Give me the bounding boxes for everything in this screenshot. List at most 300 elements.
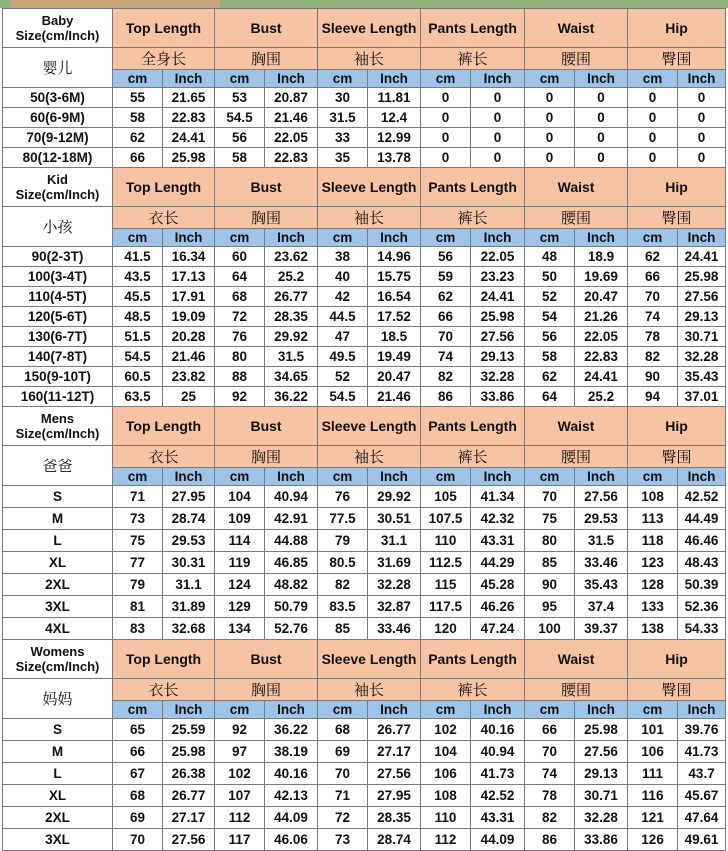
measurement-cell: 22.05 <box>265 128 318 148</box>
unit-cm: cm <box>318 701 368 719</box>
measurement-cell: 32.28 <box>678 347 726 367</box>
unit-inch: Inch <box>678 70 726 88</box>
measurement-cell: 117 <box>215 829 265 851</box>
size-label: 2XL <box>3 807 113 829</box>
measurement-cell: 27.56 <box>678 287 726 307</box>
column-header-sleeve-length: Sleeve Length <box>318 407 421 446</box>
measurement-cell: 41.5 <box>113 247 163 267</box>
measurement-cell: 0 <box>525 108 575 128</box>
column-header-hip: Hip <box>628 640 726 679</box>
measurement-cell: 114 <box>215 530 265 552</box>
measurement-cell: 48 <box>525 247 575 267</box>
section-title-line: Kid <box>47 172 68 187</box>
measurement-cell: 19.49 <box>368 347 421 367</box>
measurement-cell: 32.28 <box>471 367 525 387</box>
measurement-cell: 31.5 <box>265 347 318 367</box>
unit-inch: Inch <box>678 229 726 247</box>
measurement-cell: 30.51 <box>368 508 421 530</box>
column-header-bust: Bust <box>215 640 318 679</box>
measurement-cell: 129 <box>215 596 265 618</box>
measurement-cell: 56 <box>215 128 265 148</box>
unit-cm: cm <box>628 70 678 88</box>
section-cn-header-row <box>3 48 726 70</box>
table-row <box>3 307 726 327</box>
measurement-cell: 54.5 <box>318 387 368 407</box>
measurement-cell: 85 <box>525 552 575 574</box>
size-label: 3XL <box>3 596 113 618</box>
measurement-cell: 31.69 <box>368 552 421 574</box>
column-header-waist: Waist <box>525 640 628 679</box>
measurement-cell: 31.89 <box>163 596 215 618</box>
measurement-cell: 50.39 <box>678 574 726 596</box>
measurement-cell: 71 <box>113 486 163 508</box>
column-header-hip: Hip <box>628 407 726 446</box>
column-header-hip: Hip <box>628 9 726 48</box>
measurement-cell: 95 <box>525 596 575 618</box>
column-cn-pants-length: 裤长 <box>421 48 525 70</box>
column-cn-bust: 胸围 <box>215 446 318 468</box>
unit-cm: cm <box>421 229 471 247</box>
measurement-cell: 40.16 <box>265 763 318 785</box>
measurement-cell: 22.83 <box>163 108 215 128</box>
column-cn-sleeve-length: 袖长 <box>318 207 421 229</box>
measurement-cell: 76 <box>318 486 368 508</box>
section-title-line: Size(cm/Inch) <box>15 659 100 674</box>
measurement-cell: 20.28 <box>163 327 215 347</box>
measurement-cell: 0 <box>628 148 678 168</box>
unit-inch: Inch <box>265 70 318 88</box>
measurement-cell: 24.41 <box>678 247 726 267</box>
measurement-cell: 46.06 <box>265 829 318 851</box>
measurement-cell: 58 <box>215 148 265 168</box>
column-header-bust: Bust <box>215 168 318 207</box>
measurement-cell: 107 <box>215 785 265 807</box>
size-label: 80(12-18M) <box>3 148 113 168</box>
measurement-cell: 42.13 <box>265 785 318 807</box>
table-row <box>3 829 726 851</box>
measurement-cell: 33.86 <box>575 829 628 851</box>
unit-inch: Inch <box>575 70 628 88</box>
unit-inch: Inch <box>471 701 525 719</box>
column-cn-hip: 臀围 <box>628 48 726 70</box>
measurement-cell: 25.2 <box>575 387 628 407</box>
size-label: 120(5-6T) <box>3 307 113 327</box>
measurement-cell: 46.46 <box>678 530 726 552</box>
measurement-cell: 30.71 <box>678 327 726 347</box>
measurement-cell: 92 <box>215 719 265 741</box>
unit-cm: cm <box>525 70 575 88</box>
measurement-cell: 20.87 <box>265 88 318 108</box>
size-label: 3XL <box>3 829 113 851</box>
measurement-cell: 104 <box>421 741 471 763</box>
measurement-cell: 116 <box>628 785 678 807</box>
measurement-cell: 108 <box>421 785 471 807</box>
measurement-cell: 45.28 <box>471 574 525 596</box>
measurement-cell: 0 <box>471 128 525 148</box>
measurement-cell: 56 <box>525 327 575 347</box>
section-header-row <box>3 9 726 48</box>
measurement-cell: 64 <box>525 387 575 407</box>
measurement-cell: 0 <box>525 148 575 168</box>
measurement-cell: 65 <box>113 719 163 741</box>
measurement-cell: 22.83 <box>265 148 318 168</box>
measurement-cell: 32.28 <box>575 807 628 829</box>
measurement-cell: 30.31 <box>163 552 215 574</box>
measurement-cell: 47.64 <box>678 807 726 829</box>
measurement-cell: 82 <box>525 807 575 829</box>
measurement-cell: 83 <box>113 618 163 640</box>
measurement-cell: 31.1 <box>163 574 215 596</box>
column-header-waist: Waist <box>525 407 628 446</box>
measurement-cell: 134 <box>215 618 265 640</box>
measurement-cell: 138 <box>628 618 678 640</box>
measurement-cell: 100 <box>525 618 575 640</box>
measurement-cell: 62 <box>628 247 678 267</box>
measurement-cell: 133 <box>628 596 678 618</box>
unit-cm: cm <box>421 701 471 719</box>
measurement-cell: 43.7 <box>678 763 726 785</box>
measurement-cell: 48.5 <box>113 307 163 327</box>
measurement-cell: 0 <box>471 88 525 108</box>
column-cn-pants-length: 裤长 <box>421 679 525 701</box>
measurement-cell: 69 <box>318 741 368 763</box>
measurement-cell: 66 <box>113 741 163 763</box>
measurement-cell: 44.29 <box>471 552 525 574</box>
measurement-cell: 74 <box>525 763 575 785</box>
measurement-cell: 17.91 <box>163 287 215 307</box>
unit-inch: Inch <box>368 70 421 88</box>
measurement-cell: 0 <box>471 148 525 168</box>
column-header-hip: Hip <box>628 168 726 207</box>
section-title-line: Size(cm/Inch) <box>15 187 100 202</box>
measurement-cell: 40.94 <box>265 486 318 508</box>
unit-cm: cm <box>421 70 471 88</box>
measurement-cell: 101 <box>628 719 678 741</box>
measurement-cell: 70 <box>628 287 678 307</box>
measurement-cell: 60.5 <box>113 367 163 387</box>
measurement-cell: 24.41 <box>471 287 525 307</box>
unit-cm: cm <box>113 70 163 88</box>
measurement-cell: 27.56 <box>575 741 628 763</box>
measurement-cell: 27.56 <box>368 763 421 785</box>
column-header-sleeve-length: Sleeve Length <box>318 9 421 48</box>
measurement-cell: 66 <box>113 148 163 168</box>
measurement-cell: 25.2 <box>265 267 318 287</box>
table-row <box>3 807 726 829</box>
size-label: 130(6-7T) <box>3 327 113 347</box>
measurement-cell: 80 <box>215 347 265 367</box>
measurement-cell: 81 <box>113 596 163 618</box>
measurement-cell: 0 <box>421 128 471 148</box>
measurement-cell: 70 <box>525 486 575 508</box>
measurement-cell: 0 <box>421 148 471 168</box>
measurement-cell: 36.22 <box>265 719 318 741</box>
unit-inch: Inch <box>265 229 318 247</box>
measurement-cell: 27.17 <box>368 741 421 763</box>
measurement-cell: 110 <box>421 530 471 552</box>
measurement-cell: 52 <box>525 287 575 307</box>
measurement-cell: 0 <box>678 88 726 108</box>
measurement-cell: 35 <box>318 148 368 168</box>
size-label: 150(9-10T) <box>3 367 113 387</box>
measurement-cell: 52 <box>318 367 368 387</box>
measurement-cell: 49.5 <box>318 347 368 367</box>
table-row <box>3 552 726 574</box>
measurement-cell: 88 <box>215 367 265 387</box>
measurement-cell: 33.86 <box>471 387 525 407</box>
column-cn-waist: 腰围 <box>525 207 628 229</box>
section-cn-name: 妈妈 <box>3 679 113 719</box>
measurement-cell: 37.4 <box>575 596 628 618</box>
column-header-pants-length: Pants Length <box>421 407 525 446</box>
column-cn-hip: 臀围 <box>628 207 726 229</box>
column-cn-waist: 腰围 <box>525 679 628 701</box>
measurement-cell: 18.9 <box>575 247 628 267</box>
measurement-cell: 22.05 <box>471 247 525 267</box>
measurement-cell: 121 <box>628 807 678 829</box>
size-label: 140(7-8T) <box>3 347 113 367</box>
size-label: M <box>3 508 113 530</box>
table-row <box>3 763 726 785</box>
measurement-cell: 52.76 <box>265 618 318 640</box>
measurement-cell: 0 <box>575 128 628 148</box>
measurement-cell: 70 <box>525 741 575 763</box>
measurement-cell: 111 <box>628 763 678 785</box>
column-header-top-length: Top Length <box>113 407 215 446</box>
measurement-cell: 126 <box>628 829 678 851</box>
table-row <box>3 347 726 367</box>
measurement-cell: 0 <box>471 108 525 128</box>
measurement-cell: 25.98 <box>471 307 525 327</box>
column-header-sleeve-length: Sleeve Length <box>318 168 421 207</box>
measurement-cell: 66 <box>525 719 575 741</box>
measurement-cell: 16.54 <box>368 287 421 307</box>
unit-inch: Inch <box>265 468 318 486</box>
size-label: 60(6-9M) <box>3 108 113 128</box>
measurement-cell: 82 <box>318 574 368 596</box>
size-label: 110(4-5T) <box>3 287 113 307</box>
measurement-cell: 31.5 <box>318 108 368 128</box>
measurement-cell: 102 <box>215 763 265 785</box>
measurement-cell: 18.5 <box>368 327 421 347</box>
measurement-cell: 0 <box>678 128 726 148</box>
column-cn-waist: 腰围 <box>525 48 628 70</box>
size-label: 160(11-12T) <box>3 387 113 407</box>
section-cn-header-row <box>3 446 726 468</box>
measurement-cell: 25 <box>163 387 215 407</box>
measurement-cell: 12.4 <box>368 108 421 128</box>
measurement-cell: 102 <box>421 719 471 741</box>
measurement-cell: 22.05 <box>575 327 628 347</box>
section-cn-header-row <box>3 679 726 701</box>
section-cn-name: 爸爸 <box>3 446 113 486</box>
unit-inch: Inch <box>575 468 628 486</box>
measurement-cell: 0 <box>421 108 471 128</box>
unit-cm: cm <box>525 468 575 486</box>
table-row <box>3 128 726 148</box>
measurement-cell: 92 <box>215 387 265 407</box>
measurement-cell: 40 <box>318 267 368 287</box>
measurement-cell: 28.35 <box>368 807 421 829</box>
section-title <box>3 407 113 446</box>
measurement-cell: 108 <box>628 486 678 508</box>
measurement-cell: 24.41 <box>163 128 215 148</box>
measurement-cell: 42.52 <box>471 785 525 807</box>
measurement-cell: 79 <box>318 530 368 552</box>
measurement-cell: 21.65 <box>163 88 215 108</box>
column-cn-bust: 胸围 <box>215 48 318 70</box>
unit-cm: cm <box>318 229 368 247</box>
unit-inch: Inch <box>678 468 726 486</box>
measurement-cell: 0 <box>575 148 628 168</box>
measurement-cell: 72 <box>215 307 265 327</box>
measurement-cell: 45.67 <box>678 785 726 807</box>
measurement-cell: 128 <box>628 574 678 596</box>
section-header-row <box>3 168 726 207</box>
table-row <box>3 596 726 618</box>
measurement-cell: 41.34 <box>471 486 525 508</box>
column-header-top-length: Top Length <box>113 168 215 207</box>
measurement-cell: 47.24 <box>471 618 525 640</box>
measurement-cell: 0 <box>525 88 575 108</box>
measurement-cell: 123 <box>628 552 678 574</box>
measurement-cell: 0 <box>628 88 678 108</box>
table-row <box>3 148 726 168</box>
measurement-cell: 80 <box>525 530 575 552</box>
measurement-cell: 27.56 <box>163 829 215 851</box>
measurement-cell: 112 <box>421 829 471 851</box>
measurement-cell: 40.94 <box>471 741 525 763</box>
measurement-cell: 13.78 <box>368 148 421 168</box>
measurement-cell: 44.09 <box>471 829 525 851</box>
measurement-cell: 29.92 <box>368 486 421 508</box>
measurement-cell: 43.31 <box>471 807 525 829</box>
measurement-cell: 0 <box>628 128 678 148</box>
measurement-cell: 0 <box>678 148 726 168</box>
measurement-cell: 42.32 <box>471 508 525 530</box>
unit-inch: Inch <box>471 229 525 247</box>
measurement-cell: 83.5 <box>318 596 368 618</box>
size-label: 100(3-4T) <box>3 267 113 287</box>
unit-inch: Inch <box>368 229 421 247</box>
column-header-top-length: Top Length <box>113 640 215 679</box>
measurement-cell: 29.92 <box>265 327 318 347</box>
measurement-cell: 72 <box>318 807 368 829</box>
measurement-cell: 55 <box>113 88 163 108</box>
measurement-cell: 62 <box>525 367 575 387</box>
unit-cm: cm <box>215 229 265 247</box>
measurement-cell: 54.5 <box>215 108 265 128</box>
measurement-cell: 26.77 <box>265 287 318 307</box>
table-row <box>3 287 726 307</box>
measurement-cell: 39.37 <box>575 618 628 640</box>
measurement-cell: 0 <box>678 108 726 128</box>
column-header-top-length: Top Length <box>113 9 215 48</box>
column-cn-top-length: 衣长 <box>113 679 215 701</box>
measurement-cell: 52.36 <box>678 596 726 618</box>
measurement-cell: 15.75 <box>368 267 421 287</box>
section-title-line: Mens <box>40 411 75 426</box>
measurement-cell: 50 <box>525 267 575 287</box>
unit-inch: Inch <box>163 468 215 486</box>
unit-cm: cm <box>421 468 471 486</box>
measurement-cell: 47 <box>318 327 368 347</box>
measurement-cell: 26.38 <box>163 763 215 785</box>
measurement-cell: 64 <box>215 267 265 287</box>
measurement-cell: 35.43 <box>575 574 628 596</box>
column-header-waist: Waist <box>525 168 628 207</box>
unit-cm: cm <box>628 701 678 719</box>
measurement-cell: 106 <box>421 763 471 785</box>
column-cn-waist: 腰围 <box>525 446 628 468</box>
measurement-cell: 110 <box>421 807 471 829</box>
measurement-cell: 66 <box>628 267 678 287</box>
measurement-cell: 62 <box>421 287 471 307</box>
table-row <box>3 267 726 287</box>
measurement-cell: 14.96 <box>368 247 421 267</box>
measurement-cell: 30 <box>318 88 368 108</box>
measurement-cell: 124 <box>215 574 265 596</box>
column-cn-hip: 臀围 <box>628 446 726 468</box>
measurement-cell: 58 <box>525 347 575 367</box>
measurement-cell: 21.46 <box>368 387 421 407</box>
measurement-cell: 43.31 <box>471 530 525 552</box>
unit-inch: Inch <box>163 701 215 719</box>
measurement-cell: 38 <box>318 247 368 267</box>
measurement-cell: 21.26 <box>575 307 628 327</box>
section-title-line: Size(cm/Inch) <box>15 28 100 43</box>
measurement-cell: 90 <box>525 574 575 596</box>
measurement-cell: 20.47 <box>575 287 628 307</box>
size-label: 70(9-12M) <box>3 128 113 148</box>
unit-cm: cm <box>113 468 163 486</box>
table-row <box>3 785 726 807</box>
measurement-cell: 25.98 <box>575 719 628 741</box>
measurement-cell: 25.59 <box>163 719 215 741</box>
measurement-cell: 71 <box>318 785 368 807</box>
top-image-strip <box>0 0 728 8</box>
measurement-cell: 107.5 <box>421 508 471 530</box>
size-label: XL <box>3 552 113 574</box>
measurement-cell: 74 <box>421 347 471 367</box>
measurement-cell: 74 <box>628 307 678 327</box>
measurement-cell: 0 <box>575 108 628 128</box>
column-cn-top-length: 全身长 <box>113 48 215 70</box>
measurement-cell: 46.85 <box>265 552 318 574</box>
table-row <box>3 741 726 763</box>
measurement-cell: 22.83 <box>575 347 628 367</box>
measurement-cell: 105 <box>421 486 471 508</box>
measurement-cell: 44.5 <box>318 307 368 327</box>
measurement-cell: 38.19 <box>265 741 318 763</box>
measurement-cell: 29.53 <box>575 508 628 530</box>
measurement-cell: 32.87 <box>368 596 421 618</box>
section-title <box>3 640 113 679</box>
measurement-cell: 44.49 <box>678 508 726 530</box>
measurement-cell: 70 <box>421 327 471 347</box>
size-label: S <box>3 719 113 741</box>
measurement-cell: 41.73 <box>678 741 726 763</box>
measurement-cell: 29.13 <box>678 307 726 327</box>
table-row <box>3 508 726 530</box>
size-label: 50(3-6M) <box>3 88 113 108</box>
unit-inch: Inch <box>368 468 421 486</box>
section-cn-name: 婴儿 <box>3 48 113 88</box>
table-row <box>3 247 726 267</box>
measurement-cell: 43.5 <box>113 267 163 287</box>
measurement-cell: 17.52 <box>368 307 421 327</box>
measurement-cell: 80.5 <box>318 552 368 574</box>
